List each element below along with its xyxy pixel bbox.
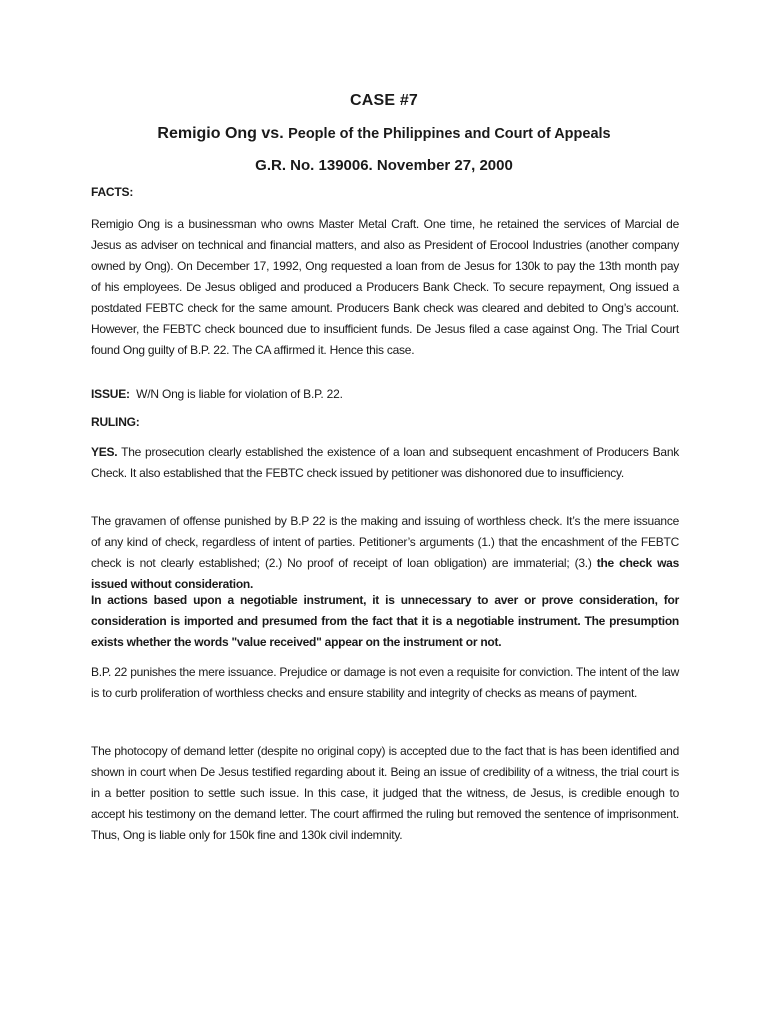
ruling-paragraph-5: The photocopy of demand letter (despite no original copy) is accepted due to the fact that is has been identified and shown in court when De Jesus testified regarding about it. Being an issue of credibility of a witness, the trial court is in a better position to settle such issue. In this case, it judged that the witness, de Jesus, is credible enough to accept his testimony on the demand letter. The court affirmed the ruling but removed the sentence of imprisonment. Thus, Ong is liable only for 150k fine and 130k civil indemnity.: [91, 744, 679, 842]
issue-row: [91, 387, 343, 401]
ruling-paragraph-2-text: The gravamen of offense punished by B.P 22 is the making and issuing of worthless check. It’s the mere issuance of any kind of check, regardless of intent of parties. Petitioner’s arguments (1.) that the encashment of the FEBTC check is not clearly established; (2.) No proof of receipt of loan obligation) are immaterial; (3.): [91, 514, 679, 570]
ruling-paragraph-2: [91, 511, 679, 595]
ruling-paragraph-4: B.P. 22 punishes the mere issuance. Prejudice or damage is not even a requisite for conviction. The intent of the law is to curb proliferation of worthless checks and ensure stability and integrity of checks as means of payment.: [91, 665, 679, 700]
issue-text: W/N Ong is liable for violation of B.P. 22.: [136, 387, 343, 401]
ruling-paragraph-3: In actions based upon a negotiable instrument, it is unnecessary to aver or prove consideration, for consideration is imported and presumed from the fact that it is a negotiable instrument. The presumption exists whether the words "value received" appear on the instrument or not.: [91, 593, 679, 649]
ruling-verdict: YES.: [91, 445, 118, 459]
ruling-paragraph-1: [91, 442, 679, 484]
case-title-respondent: People of the Philippines and Court of Appeals: [288, 126, 611, 142]
case-title-petitioner: Remigio Ong vs.: [157, 125, 284, 142]
ruling-paragraph-2-emphasis: the check was issued without consideration.: [91, 556, 680, 591]
ruling-paragraph-1-text: The prosecution clearly established the existence of a loan and subsequent encashment of Producers Bank Check. It also established that the FEBTC check issued by petitioner was dishonored due to insufficiency.: [91, 445, 679, 480]
case-title: [0, 125, 768, 143]
facts-heading: FACTS:: [91, 185, 134, 199]
case-number: CASE #7: [349, 92, 419, 109]
ruling-heading: RULING:: [91, 415, 140, 429]
gr-number: G.R. No. 139006. November 27, 2000: [255, 157, 513, 174]
facts-paragraph: Remigio Ong is a businessman who owns Master Metal Craft. One time, he retained the services of Marcial de Jesus as adviser on technical and financial matters, and also as President of Erocool Industries (another company owned by Ong). On December 17, 1992, Ong requested a loan from de Jesus for 130k to pay the 13th month pay of his employees. De Jesus obliged and produced a Producers Bank Check. To secure repayment, Ong issued a postdated FEBTC check for the same amount. Producers Bank check was cleared and debited to Ong’s account. However, the FEBTC check bounced due to insufficient funds. De Jesus filed a case against Ong. The Trial Court found Ong guilty of B.P. 22. The CA affirmed it. Hence this case.: [91, 217, 679, 357]
issue-heading: ISSUE:: [91, 387, 130, 401]
